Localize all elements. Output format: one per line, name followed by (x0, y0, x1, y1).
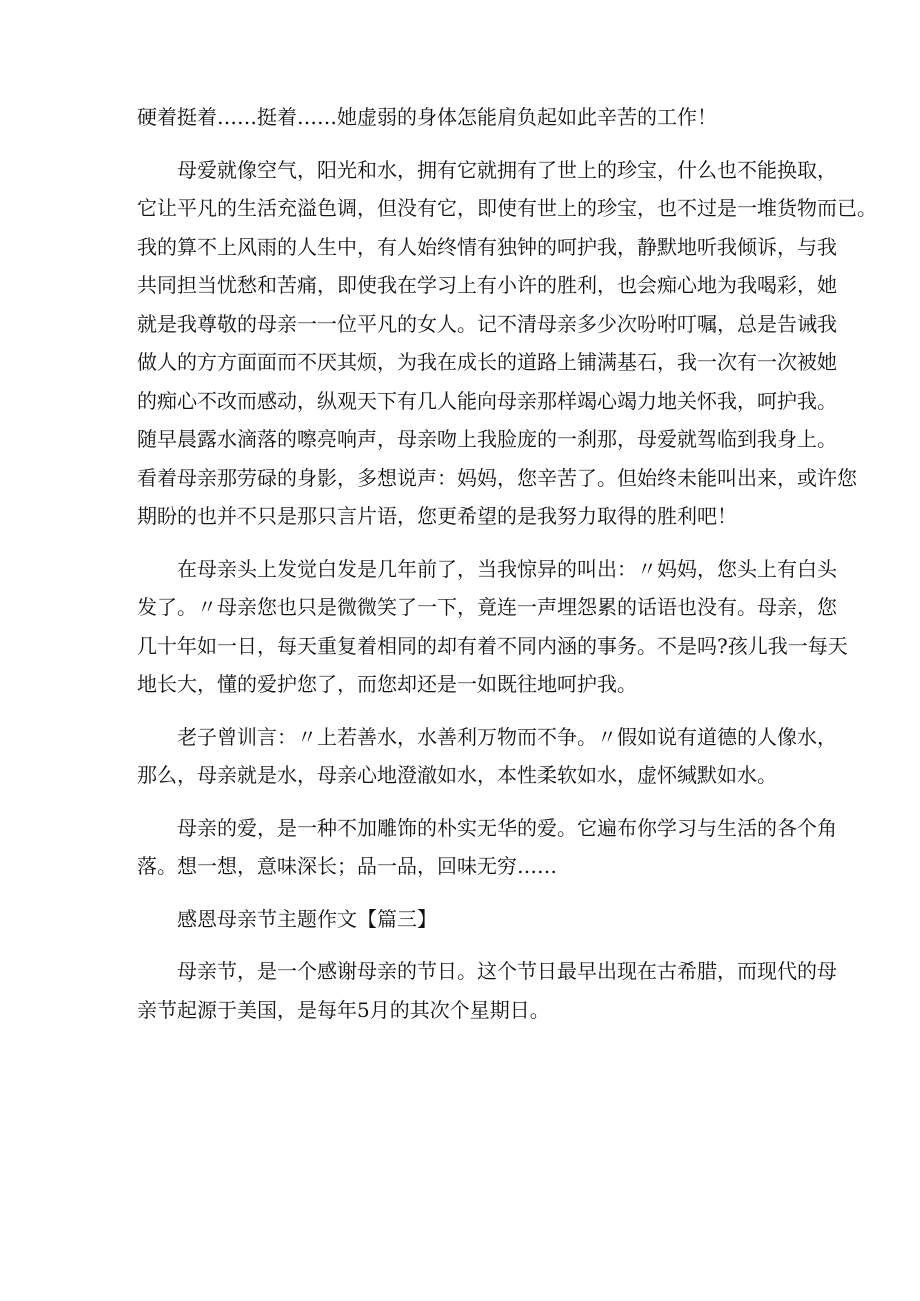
text-line: 它让平凡的生活充溢色调，但没有它，即使有世上的珍宝，也不过是一堆货物而已。 (137, 196, 877, 220)
text-line: 那么，母亲就是水，母亲心地澄澈如水，本性柔软如水，虚怀缄默如水。 (137, 763, 777, 787)
section-heading (137, 900, 792, 939)
text-line: 地长大，懂的爱护您了，而您却还是一如既往地呵护我。 (137, 672, 637, 696)
paragraph-4 (137, 718, 837, 795)
text-line: 共同担当忧愁和苦痛，即使我在学习上有小许的胜利，也会痴心地为我喝彩，她 (137, 273, 837, 297)
text-line: 老子曾训言：〃上若善水，水善利万物而不争。〃假如说有道德的人像水， (177, 724, 837, 749)
paragraph-1 (137, 98, 792, 137)
text-line: 看着母亲那劳碌的身影，多想说声：妈妈，您辛苦了。但始终未能叫出来，或许您 (137, 465, 857, 490)
text-line: 硬着挺着……挺着……她虚弱的身体怎能肩负起如此辛苦的工作！ (137, 105, 717, 129)
text-line: 几十年如一日，每天重复着相同的却有着不同内涵的事务。不是吗?孩儿我一每天 (137, 633, 848, 658)
text-line: 落。想一想，意味深长；品一品，回味无穷…… (137, 854, 557, 878)
text-line: 亲节起源于美国，是每年5月的其次个星期日。 (137, 997, 550, 1022)
text-line: 就是我尊敬的母亲一一位平凡的女人。记不清母亲多少次吩咐叮嘱，总是告诫我 (137, 311, 837, 336)
section-heading-text: 感恩母亲节主题作文【篇三】 (177, 906, 437, 931)
text-line: 发了。〃母亲您也只是微微笑了一下，竟连一声埋怨累的话语也没有。母亲，您 (137, 595, 837, 619)
paragraph-5 (137, 809, 837, 886)
text-line: 期盼的也并不只是那只言片语，您更希望的是我努力取得的胜利吧！ (137, 504, 737, 528)
text-line: 母亲的爱，是一种不加雕饰的朴实无华的爱。它遍布你学习与生活的各个角 (177, 815, 837, 840)
text-line: 母爱就像空气，阳光和水，拥有它就拥有了世上的珍宝，什么也不能换取， (177, 157, 837, 182)
paragraph-6 (137, 952, 837, 1029)
text-line: 在母亲头上发觉白发是几年前了，当我惊异的叫出：〃妈妈，您头上有白头 (177, 556, 837, 581)
paragraph-2 (137, 151, 877, 536)
text-line: 做人的方方面面而不厌其烦，为我在成长的道路上铺满基石，我一次有一次被她 (137, 350, 837, 374)
document-body (137, 98, 877, 1043)
paragraph-3 (137, 550, 848, 704)
text-line: 我的算不上风雨的人生中，有人始终情有独钟的呵护我，静默地听我倾诉，与我 (137, 234, 837, 259)
text-line: 母亲节，是一个感谢母亲的节日。这个节日最早出现在古希腊，而现代的母 (177, 959, 837, 983)
text-line: 的痴心不改而感动，纵观天下有几人能向母亲那样竭心竭力地关怀我，呵护我。 (137, 388, 837, 413)
text-line: 随早晨露水滴落的嚓亮响声，母亲吻上我脸庞的一刹那，母爱就驾临到我身上。 (137, 427, 837, 451)
